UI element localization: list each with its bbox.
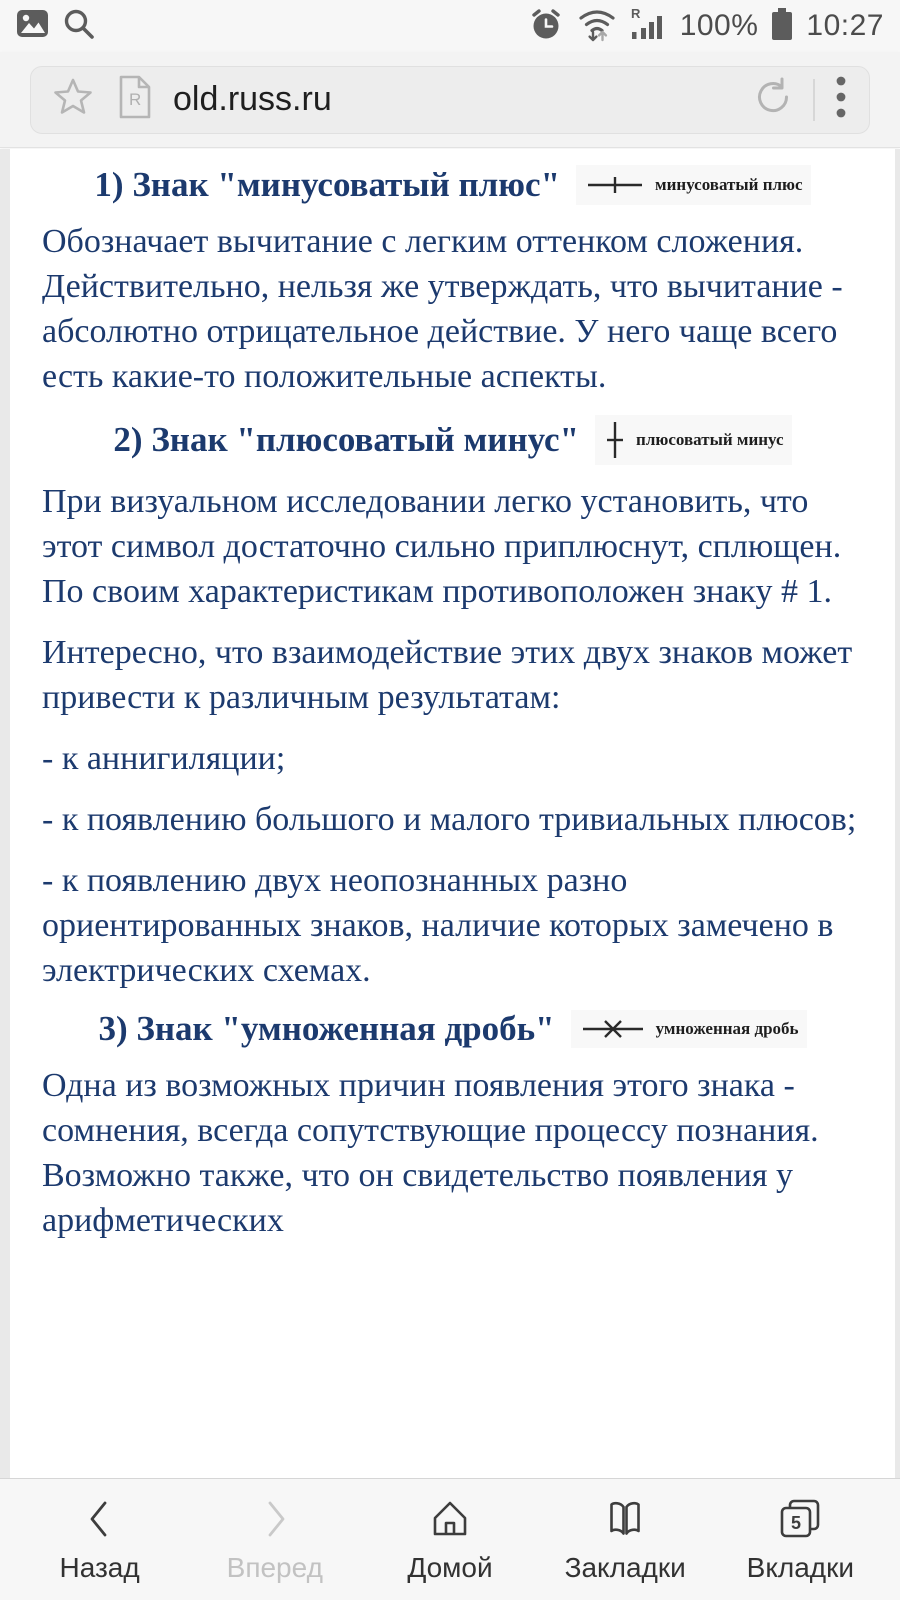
heading-1-text: 1) Знак "минусоватый плюс"	[94, 165, 561, 204]
gallery-icon	[16, 9, 50, 44]
paragraph: - к аннигиляции;	[42, 740, 286, 777]
home-icon	[427, 1496, 473, 1547]
section-heading-3	[42, 1009, 863, 1049]
paragraph: - к появлению двух неопознанных разно ориентированных знаков, наличие которых замечено в электрических схемах.	[42, 862, 834, 989]
svg-text:R: R	[630, 5, 641, 21]
tabs-icon	[776, 1496, 824, 1547]
forward-chevron-icon	[252, 1496, 298, 1547]
sign-image-3-label: умноженная дробь	[655, 1019, 799, 1038]
refresh-icon[interactable]	[751, 75, 795, 124]
page-content[interactable]	[0, 149, 900, 1478]
nav-bookmarks-label: Закладки	[564, 1551, 686, 1583]
bookmark-star-icon[interactable]	[51, 75, 95, 124]
plus-like-minus-glyph	[603, 418, 627, 462]
menu-dots-icon[interactable]	[833, 71, 849, 128]
nav-forward-label: Вперед	[226, 1551, 323, 1583]
url-bar[interactable]	[30, 66, 870, 134]
url-bar-divider	[813, 79, 815, 121]
multiplied-fraction-glyph	[579, 1013, 647, 1045]
section-heading-2	[42, 415, 863, 465]
nav-tabs-button[interactable]	[720, 1496, 880, 1584]
nav-tabs-label: Вкладки	[746, 1551, 855, 1583]
nav-back-button[interactable]	[20, 1496, 180, 1584]
status-bar	[0, 0, 900, 52]
url-text[interactable]: old.russ.ru	[173, 80, 332, 118]
nav-back-label: Назад	[59, 1551, 140, 1583]
bookmarks-book-icon	[602, 1496, 648, 1547]
svg-text:R: R	[129, 90, 142, 109]
back-chevron-icon	[77, 1496, 123, 1547]
clock-text: 10:27	[806, 9, 884, 42]
battery-icon	[770, 6, 794, 47]
sign-image-minus-like-plus	[576, 165, 811, 205]
paragraph: Одна из возможных причин появления этого знака - сомнения, всегда сопутствующие процессу познания. Возможно также, что он свидетельство появления у арифметических	[42, 1067, 819, 1239]
sign-image-plus-like-minus	[595, 415, 792, 465]
sign-image-2-label: плюсоватый минус	[636, 430, 784, 449]
alarm-icon	[528, 6, 564, 47]
paragraph: При визуальном исследовании легко установить, что этот символ достаточно сильно приплюснут, сплющен. По своим характеристикам противоположен знаку # 1.	[42, 483, 842, 610]
paragraph: Обозначает вычитание с легким оттенком сложения. Действительно, нельзя же утверждать, что вычитание - абсолютно отрицательное действие. У него чаще всего есть какие-то положительные аспекты.	[42, 223, 843, 395]
reader-mode-icon[interactable]	[117, 74, 153, 125]
nav-home-label: Домой	[407, 1551, 493, 1583]
minus-like-plus-glyph	[584, 168, 646, 202]
paragraph: - к появлению большого и малого тривиальных плюсов;	[42, 801, 857, 838]
nav-home-button[interactable]	[370, 1496, 530, 1584]
sign-image-1-label: минусоватый плюс	[655, 175, 803, 194]
search-status-icon	[62, 7, 96, 46]
cellular-signal-icon	[630, 6, 668, 47]
nav-bookmarks-button[interactable]	[545, 1496, 705, 1584]
heading-2-text: 2) Знак "плюсоватый минус"	[113, 420, 580, 459]
wifi-icon	[576, 5, 618, 48]
paragraph: Интересно, что взаимодействие этих двух знаков может привести к различным результатам:	[42, 634, 853, 716]
sign-image-multiplied-fraction	[571, 1010, 807, 1048]
browser-bottom-nav	[0, 1478, 900, 1600]
section-heading-1	[42, 165, 863, 205]
browser-header	[0, 52, 900, 148]
heading-3-text: 3) Знак "умноженная дробь"	[98, 1009, 555, 1048]
tab-count-badge: 5	[791, 1512, 802, 1533]
battery-percent-text: 100%	[679, 9, 759, 42]
nav-forward-button[interactable]	[195, 1496, 355, 1584]
